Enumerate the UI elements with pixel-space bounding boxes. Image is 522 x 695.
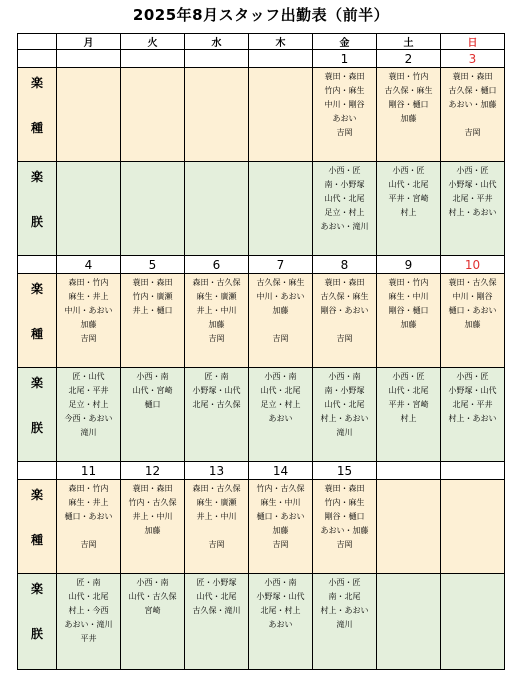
section-label-bottom: 朕: [30, 421, 43, 435]
staff-list: [249, 68, 312, 70]
date-cell: 15: [313, 462, 377, 480]
staff-line: 南・北尾: [328, 592, 361, 601]
staff-list: [377, 480, 440, 482]
staff-line: 森田・古久保: [192, 278, 241, 287]
section-label-bottom: 種: [30, 327, 43, 341]
staff-line: 小西・南: [136, 578, 169, 587]
staff-line: 麻生・中川: [260, 498, 301, 507]
staff-line: 村上・あおい: [320, 606, 369, 615]
section-label-top: 楽: [30, 582, 43, 596]
staff-line: 匠・山代: [72, 372, 105, 381]
staff-list: [121, 68, 184, 70]
staff-line: 井上・樋口: [132, 306, 173, 315]
staff-cell: [441, 368, 505, 462]
date-cell: 9: [377, 256, 441, 274]
staff-line: 山代・北尾: [324, 194, 365, 203]
section-label-top: 楽: [30, 376, 43, 390]
staff-line: 加藤: [464, 320, 481, 329]
staff-cell: [313, 480, 377, 574]
staff-line: [313, 318, 376, 332]
staff-list: [441, 574, 504, 576]
staff-line: 竹内・古久保: [128, 498, 177, 507]
date-cell: [121, 50, 185, 68]
staff-line: 小西・匠: [392, 166, 425, 175]
staff-line: 麻生・井上: [68, 498, 109, 507]
staff-cell: [185, 162, 249, 256]
staff-line: 北尾・村上: [260, 606, 301, 615]
staff-list: [249, 162, 312, 164]
staff-line: 小西・南: [264, 372, 297, 381]
date-cell: 4: [57, 256, 121, 274]
staff-line: 蓑田・森田: [132, 278, 173, 287]
date-cell: 3: [441, 50, 505, 68]
staff-line: 麻生・中川: [388, 292, 429, 301]
staff-list: [313, 480, 376, 552]
staff-list: [57, 574, 120, 646]
staff-cell: [441, 68, 505, 162]
weekday-header-3: 木: [249, 34, 313, 50]
staff-cell: [377, 68, 441, 162]
staff-cell: [185, 368, 249, 462]
staff-line: 足立・村上: [260, 400, 301, 409]
weekday-header-1: 火: [121, 34, 185, 50]
date-cell: 10: [441, 256, 505, 274]
staff-cell: [377, 480, 441, 574]
staff-line: 蓑田・森田: [324, 72, 365, 81]
staff-cell: [57, 480, 121, 574]
date-row: [18, 462, 505, 480]
staff-cell: [249, 574, 313, 670]
section-label-bottom: 朕: [30, 627, 43, 641]
staff-line: 樋口・あおい: [448, 306, 497, 315]
date-cell: 5: [121, 256, 185, 274]
staff-line: 北尾・平井: [452, 400, 493, 409]
date-row: [18, 50, 505, 68]
schedule-table: [17, 33, 505, 670]
date-cell: 2: [377, 50, 441, 68]
staff-cell: [249, 162, 313, 256]
staff-list: [185, 368, 248, 412]
staff-line: 小西・匠: [456, 372, 489, 381]
staff-line: 樋口・あおい: [256, 512, 305, 521]
staff-cell: [441, 162, 505, 256]
staff-cell: [313, 162, 377, 256]
weekday-header-2: 水: [185, 34, 249, 50]
date-cell: 7: [249, 256, 313, 274]
staff-list: [249, 574, 312, 632]
staff-line: 滝川: [336, 428, 353, 437]
date-cell: 11: [57, 462, 121, 480]
staff-line: 加藤: [272, 526, 289, 535]
staff-cell: [377, 162, 441, 256]
staff-line: 竹内・麻生: [324, 498, 365, 507]
staff-line: 北尾・平井: [68, 386, 109, 395]
staff-list: [121, 368, 184, 412]
staff-line: 足立・村上: [324, 208, 365, 217]
staff-line: 吉岡: [208, 540, 225, 549]
staff-line: [57, 524, 120, 538]
staff-list: [185, 480, 248, 552]
date-cell: 8: [313, 256, 377, 274]
staff-list: [441, 162, 504, 220]
staff-line: 匠・南: [204, 372, 229, 381]
section-label-top: 楽: [30, 488, 43, 502]
staff-list: [121, 274, 184, 318]
section-label-bottom: 種: [30, 533, 43, 547]
staff-line: 剛谷・樋口: [324, 512, 365, 521]
staff-line: 蓑田・森田: [452, 72, 493, 81]
staff-list: [249, 480, 312, 552]
staff-line: 加藤: [144, 526, 161, 535]
staff-line: 蓑田・竹内: [388, 72, 429, 81]
staff-cell: [377, 274, 441, 368]
date-cell: 14: [249, 462, 313, 480]
staff-line: 吉岡: [272, 334, 289, 343]
staff-line: 樋口: [144, 400, 161, 409]
staff-line: 小野塚・山代: [256, 592, 305, 601]
staff-cell: [121, 274, 185, 368]
staff-cell: [121, 574, 185, 670]
staff-line: 吉岡: [272, 540, 289, 549]
staff-line: 山代・北尾: [388, 386, 429, 395]
header-corner-cell: [18, 34, 57, 50]
section-label-b: [18, 574, 57, 670]
staff-cell: [57, 68, 121, 162]
staff-list: [185, 68, 248, 70]
staff-line: 南・小野塚: [324, 180, 365, 189]
staff-line: 村上・今西: [68, 606, 109, 615]
staff-line: 平井: [80, 634, 97, 643]
staff-cell: [185, 68, 249, 162]
staff-line: 山代・宮崎: [132, 386, 173, 395]
staff-cell: [313, 574, 377, 670]
date-row: [18, 256, 505, 274]
staff-line: 足立・村上: [68, 400, 109, 409]
staff-cell: [121, 480, 185, 574]
staff-line: 竹内・廣瀬: [132, 292, 173, 301]
staff-line: 北尾・平井: [452, 194, 493, 203]
staff-line: 山代・北尾: [68, 592, 109, 601]
date-cell: 6: [185, 256, 249, 274]
staff-cell: [441, 574, 505, 670]
section-row-b: [18, 574, 505, 670]
staff-line: 麻生・廣瀬: [196, 498, 237, 507]
staff-line: 剛谷・あおい: [320, 306, 369, 315]
staff-line: 中川・剛谷: [324, 100, 365, 109]
staff-line: 井上・中川: [196, 512, 237, 521]
staff-line: 山代・北尾: [196, 592, 237, 601]
staff-line: 山代・北尾: [388, 180, 429, 189]
date-cell: 13: [185, 462, 249, 480]
staff-line: 平井・宮崎: [388, 194, 429, 203]
weekday-header-4: 金: [313, 34, 377, 50]
staff-line: 山代・北尾: [260, 386, 301, 395]
section-label-b: [18, 368, 57, 462]
date-row-label-cell: [18, 256, 57, 274]
staff-line: 蓑田・古久保: [448, 278, 497, 287]
staff-line: 滝川: [80, 428, 97, 437]
weekday-header-row: [18, 34, 505, 50]
staff-list: [57, 274, 120, 346]
staff-list: [313, 162, 376, 234]
staff-line: 加藤: [400, 114, 417, 123]
section-row-b: [18, 368, 505, 462]
staff-line: 森田・竹内: [68, 484, 109, 493]
staff-cell: [249, 274, 313, 368]
staff-line: 山代・北尾: [324, 400, 365, 409]
staff-line: 中川・あおい: [64, 306, 113, 315]
staff-list: [441, 68, 504, 140]
staff-line: 竹内・古久保: [256, 484, 305, 493]
staff-cell: [57, 274, 121, 368]
staff-list: [185, 162, 248, 164]
staff-line: あおい: [332, 114, 357, 123]
staff-list: [377, 68, 440, 126]
staff-list: [185, 574, 248, 618]
staff-line: 村上: [400, 208, 417, 217]
staff-line: [249, 318, 312, 332]
section-label-top: 楽: [30, 170, 43, 184]
staff-line: 小西・匠: [392, 372, 425, 381]
staff-line: [185, 524, 248, 538]
staff-cell: [377, 368, 441, 462]
staff-list: [377, 162, 440, 220]
weekday-header-6: 日: [441, 34, 505, 50]
staff-cell: [249, 68, 313, 162]
section-label-bottom: 種: [30, 121, 43, 135]
staff-line: 森田・竹内: [68, 278, 109, 287]
date-cell: [249, 50, 313, 68]
weekday-header-0: 月: [57, 34, 121, 50]
staff-list: [121, 574, 184, 618]
section-label-top: 楽: [30, 282, 43, 296]
staff-list: [121, 480, 184, 538]
staff-cell: [185, 274, 249, 368]
weekday-header-5: 土: [377, 34, 441, 50]
staff-line: 吉岡: [464, 128, 481, 137]
section-label-a: [18, 274, 57, 368]
staff-line: 古久保・麻生: [256, 278, 305, 287]
staff-cell: [313, 274, 377, 368]
staff-line: 北尾・古久保: [192, 400, 241, 409]
staff-line: 古久保・滝川: [192, 606, 241, 615]
staff-line: 小野塚・山代: [448, 386, 497, 395]
section-label-bottom: 朕: [30, 215, 43, 229]
staff-cell: [441, 274, 505, 368]
staff-line: 古久保・麻生: [384, 86, 433, 95]
staff-line: 小西・南: [264, 578, 297, 587]
staff-line: 麻生・井上: [68, 292, 109, 301]
staff-line: 剛谷・樋口: [388, 100, 429, 109]
staff-line: 小西・匠: [328, 166, 361, 175]
staff-cell: [57, 162, 121, 256]
staff-line: 古久保・樋口: [448, 86, 497, 95]
staff-line: あおい・滝川: [64, 620, 113, 629]
staff-line: 村上・あおい: [448, 208, 497, 217]
section-row-a: [18, 480, 505, 574]
staff-line: 古久保・麻生: [320, 292, 369, 301]
staff-line: 樋口・あおい: [64, 512, 113, 521]
date-cell: [441, 462, 505, 480]
staff-line: 平井・宮崎: [388, 400, 429, 409]
date-row-label-cell: [18, 50, 57, 68]
staff-list: [57, 480, 120, 552]
section-label-b: [18, 162, 57, 256]
staff-cell: [377, 574, 441, 670]
section-label-a: [18, 480, 57, 574]
staff-line: 小西・南: [328, 372, 361, 381]
staff-line: 吉岡: [336, 334, 353, 343]
staff-list: [377, 574, 440, 576]
staff-line: 吉岡: [80, 334, 97, 343]
staff-cell: [121, 68, 185, 162]
staff-line: 匠・南: [76, 578, 101, 587]
staff-line: 吉岡: [208, 334, 225, 343]
staff-line: 小西・匠: [328, 578, 361, 587]
staff-line: あおい: [268, 414, 293, 423]
staff-list: [249, 274, 312, 346]
staff-line: [441, 112, 504, 126]
date-cell: 1: [313, 50, 377, 68]
staff-line: 宮崎: [144, 606, 161, 615]
staff-line: あおい・加藤: [320, 526, 369, 535]
staff-list: [377, 274, 440, 332]
staff-line: 村上・あおい: [448, 414, 497, 423]
staff-line: 加藤: [208, 320, 225, 329]
staff-line: 加藤: [272, 306, 289, 315]
section-label-a: [18, 68, 57, 162]
staff-list: [441, 368, 504, 426]
staff-line: 蓑田・竹内: [388, 278, 429, 287]
staff-line: 吉岡: [336, 540, 353, 549]
staff-list: [249, 368, 312, 426]
staff-list: [57, 68, 120, 70]
staff-line: あおい: [268, 620, 293, 629]
staff-line: 吉岡: [336, 128, 353, 137]
date-cell: [377, 462, 441, 480]
staff-line: 蓑田・森田: [324, 278, 365, 287]
staff-line: 麻生・廣瀬: [196, 292, 237, 301]
staff-list: [57, 368, 120, 440]
staff-list: [185, 274, 248, 346]
staff-line: 加藤: [80, 320, 97, 329]
staff-line: 今西・あおい: [64, 414, 113, 423]
staff-line: 小野塚・山代: [192, 386, 241, 395]
staff-line: 中川・剛谷: [452, 292, 493, 301]
staff-line: あおい・滝川: [320, 222, 369, 231]
staff-line: 剛谷・樋口: [388, 306, 429, 315]
staff-list: [313, 574, 376, 632]
staff-list: [313, 274, 376, 346]
staff-line: 蓑田・森田: [132, 484, 173, 493]
staff-cell: [121, 162, 185, 256]
staff-line: 井上・中川: [196, 306, 237, 315]
staff-list: [313, 68, 376, 140]
staff-cell: [249, 480, 313, 574]
staff-list: [441, 480, 504, 482]
staff-list: [121, 162, 184, 164]
section-row-a: [18, 274, 505, 368]
section-label-top: 楽: [30, 76, 43, 90]
date-row-label-cell: [18, 462, 57, 480]
staff-line: 村上・あおい: [320, 414, 369, 423]
date-cell: [57, 50, 121, 68]
staff-list: [57, 162, 120, 164]
staff-list: [377, 368, 440, 426]
staff-list: [441, 274, 504, 332]
staff-cell: [313, 68, 377, 162]
date-cell: 12: [121, 462, 185, 480]
staff-line: あおい・加藤: [448, 100, 497, 109]
staff-line: 森田・古久保: [192, 484, 241, 493]
page-title: 2025年8月スタッフ出勤表（前半）: [132, 6, 390, 24]
staff-line: 吉岡: [80, 540, 97, 549]
staff-line: 中川・あおい: [256, 292, 305, 301]
staff-cell: [441, 480, 505, 574]
staff-line: 竹内・麻生: [324, 86, 365, 95]
staff-line: 井上・中川: [132, 512, 173, 521]
staff-line: 小野塚・山代: [448, 180, 497, 189]
staff-line: 村上: [400, 414, 417, 423]
staff-cell: [185, 574, 249, 670]
staff-line: 滝川: [336, 620, 353, 629]
section-row-a: [18, 68, 505, 162]
staff-cell: [313, 368, 377, 462]
staff-cell: [185, 480, 249, 574]
section-row-b: [18, 162, 505, 256]
staff-cell: [121, 368, 185, 462]
staff-line: 匠・小野塚: [196, 578, 237, 587]
staff-line: 小西・匠: [456, 166, 489, 175]
staff-cell: [249, 368, 313, 462]
staff-cell: [57, 368, 121, 462]
staff-line: 山代・古久保: [128, 592, 177, 601]
staff-cell: [57, 574, 121, 670]
staff-line: 蓑田・森田: [324, 484, 365, 493]
staff-line: 南・小野塚: [324, 386, 365, 395]
staff-list: [313, 368, 376, 440]
staff-line: 小西・南: [136, 372, 169, 381]
staff-line: 加藤: [400, 320, 417, 329]
date-cell: [185, 50, 249, 68]
